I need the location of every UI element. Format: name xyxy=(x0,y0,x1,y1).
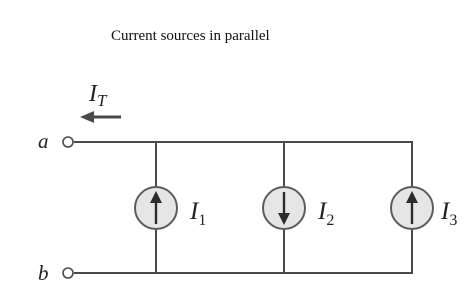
source-3-symbol: I xyxy=(441,198,450,225)
source-2-subscript: 2 xyxy=(326,212,335,229)
source-1-symbol: I xyxy=(190,198,199,225)
total-current-subscript: T xyxy=(97,91,107,110)
total-current-arrow xyxy=(80,111,121,123)
source-2-symbol: I xyxy=(318,198,327,225)
total-current-symbol: I xyxy=(89,81,97,107)
source-1-label xyxy=(189,198,206,229)
current-source-3 xyxy=(391,187,433,229)
current-source-2 xyxy=(263,187,305,229)
current-source-1 xyxy=(135,187,177,229)
diagram-title: Current sources in parallel xyxy=(111,28,270,44)
source-2-label xyxy=(317,198,334,229)
terminal-a-label: a xyxy=(38,129,49,153)
source-3-subscript: 3 xyxy=(449,212,458,229)
terminal-b-node xyxy=(63,268,73,278)
terminal-b-label: b xyxy=(38,261,49,285)
source-3-label xyxy=(440,198,457,229)
terminal-a-node xyxy=(63,137,73,147)
total-current-label xyxy=(88,81,108,110)
source-1-subscript: 1 xyxy=(198,212,207,229)
circuit-wires xyxy=(74,142,413,273)
